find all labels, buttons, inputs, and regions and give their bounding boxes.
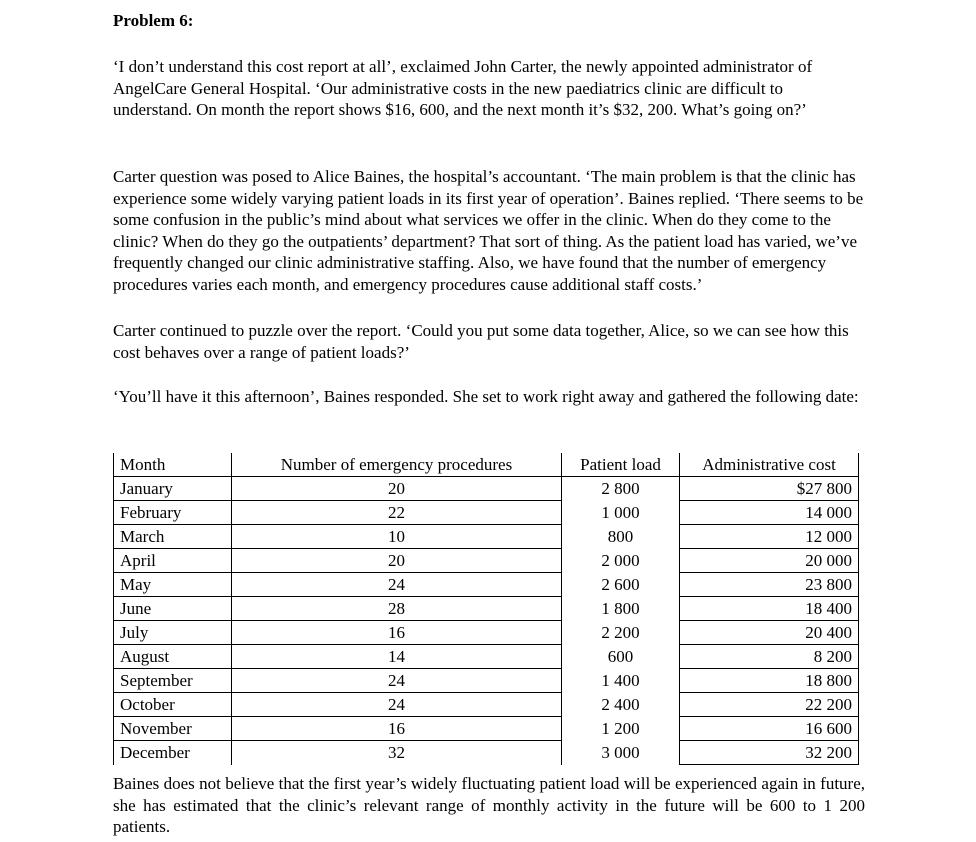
paragraph-baines-reply: Carter question was posed to Alice Baines, the hospital’s accountant. ‘The main problem is that the clinic has experience some widely varying patient loads in its first year of operation’. Baines replied. ‘There seems to be some confusion in the public’s mind about what services we offer in the clinic. When do they come to the clinic? When do they go the outpatients’ department? That sort of thing. As the patient load has varied, we’ve frequently changed our clinic administrative staffing. Also, we have found that the number of emergency procedures varies each month, and emergency procedures cause additional staff costs.’: [113, 167, 864, 294]
cell-month: December: [114, 741, 232, 765]
cell-administrative-cost: 18 800: [680, 669, 859, 693]
cell-emergency-procedures: 28: [232, 597, 562, 621]
table-row: [114, 717, 859, 741]
cell-patient-load: 2 800: [562, 477, 680, 501]
cell-month: October: [114, 693, 232, 717]
problem-title: Problem 6:: [113, 11, 194, 30]
cell-month: November: [114, 717, 232, 741]
cell-administrative-cost: 16 600: [680, 717, 859, 741]
cell-month: February: [114, 501, 232, 525]
cell-patient-load: 1 200: [562, 717, 680, 741]
cell-administrative-cost: 20 400: [680, 621, 859, 645]
cell-emergency-procedures: 20: [232, 549, 562, 573]
table-row: [114, 693, 859, 717]
cell-emergency-procedures: 24: [232, 573, 562, 597]
cell-patient-load: 800: [562, 525, 680, 549]
cell-emergency-procedures: 16: [232, 621, 562, 645]
cell-administrative-cost: $27 800: [680, 477, 859, 501]
cell-patient-load: 1 400: [562, 669, 680, 693]
table-row: [114, 645, 859, 669]
cell-emergency-procedures: 32: [232, 741, 562, 765]
cell-emergency-procedures: 20: [232, 477, 562, 501]
cell-emergency-procedures: 14: [232, 645, 562, 669]
cell-month: September: [114, 669, 232, 693]
cell-administrative-cost: 20 000: [680, 549, 859, 573]
cell-patient-load: 1 000: [562, 501, 680, 525]
cell-emergency-procedures: 10: [232, 525, 562, 549]
cell-month: January: [114, 477, 232, 501]
table-row: [114, 573, 859, 597]
table-row: [114, 549, 859, 573]
cell-emergency-procedures: 16: [232, 717, 562, 741]
header-month: Month: [114, 453, 232, 477]
cell-emergency-procedures: 22: [232, 501, 562, 525]
table-row: [114, 597, 859, 621]
cell-patient-load: 3 000: [562, 741, 680, 765]
table-row: [114, 525, 859, 549]
cell-administrative-cost: 12 000: [680, 525, 859, 549]
table-row: [114, 741, 859, 765]
paragraph-intro: ‘I don’t understand this cost report at all’, exclaimed John Carter, the newly appointed administrator of AngelCare General Hospital. ‘Our administrative costs in the new paediatrics clinic are difficult to understand. On month the report shows $16, 600, and the next month it’s $32, 200. What’s going on?’: [113, 57, 813, 119]
table-row: [114, 621, 859, 645]
header-administrative-cost: Administrative cost: [680, 453, 859, 477]
cell-emergency-procedures: 24: [232, 693, 562, 717]
cell-administrative-cost: 22 200: [680, 693, 859, 717]
cell-administrative-cost: 23 800: [680, 573, 859, 597]
cell-month: August: [114, 645, 232, 669]
cell-administrative-cost: 18 400: [680, 597, 859, 621]
paragraph-carter-request: Carter continued to puzzle over the report. ‘Could you put some data together, Alice, so we can see how this cost behaves over a range of patient loads?’: [113, 321, 849, 362]
cell-month: May: [114, 573, 232, 597]
cell-patient-load: 600: [562, 645, 680, 669]
table-row: [114, 669, 859, 693]
cell-administrative-cost: 8 200: [680, 645, 859, 669]
cost-data-table: [113, 453, 859, 765]
table-row: [114, 501, 859, 525]
header-emergency-procedures: Number of emergency procedures: [232, 453, 562, 477]
cell-month: July: [114, 621, 232, 645]
cell-administrative-cost: 32 200: [680, 741, 859, 765]
cell-patient-load: 2 000: [562, 549, 680, 573]
cell-month: April: [114, 549, 232, 573]
cell-patient-load: 2 400: [562, 693, 680, 717]
table-body: [114, 477, 859, 765]
cell-patient-load: 2 600: [562, 573, 680, 597]
cell-month: March: [114, 525, 232, 549]
cell-emergency-procedures: 24: [232, 669, 562, 693]
cell-patient-load: 1 800: [562, 597, 680, 621]
cell-month: June: [114, 597, 232, 621]
cell-administrative-cost: 14 000: [680, 501, 859, 525]
table-header-row: [114, 453, 859, 477]
paragraph-baines-response: ‘You’ll have it this afternoon’, Baines responded. She set to work right away and gathered the following date:: [113, 387, 859, 406]
cell-patient-load: 2 200: [562, 621, 680, 645]
paragraph-conclusion: Baines does not believe that the first year’s widely fluctuating patient load will be experienced again in future, she has estimated that the clinic’s relevant range of monthly activity in the future will be 600 to 1 200 patients.: [113, 774, 865, 836]
table-row: [114, 477, 859, 501]
header-patient-load: Patient load: [562, 453, 680, 477]
